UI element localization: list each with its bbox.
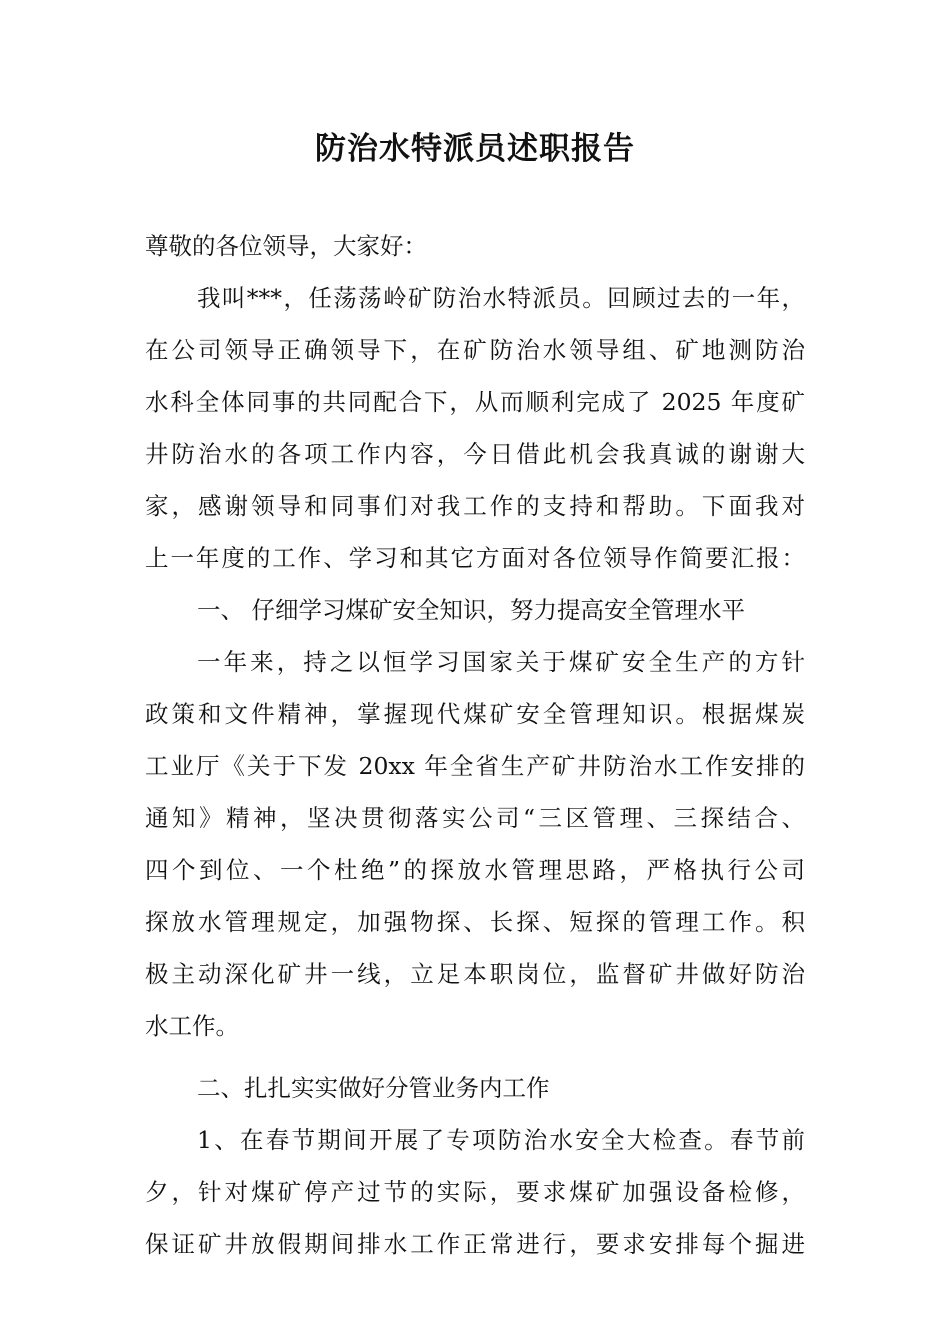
paragraph-line: 水工作。 xyxy=(145,1012,239,1040)
paragraph-line: 井防治水的各项工作内容，今日借此机会我真诚的谢谢大 xyxy=(145,440,805,468)
paragraph-line: 一年来，持之以恒学习国家关于煤矿安全生产的方针 xyxy=(197,648,805,676)
paragraph-line: 政策和文件精神，掌握现代煤矿安全管理知识。根据煤炭 xyxy=(145,700,805,728)
paragraph-line: 上一年度的工作、学习和其它方面对各位领导作简要汇报： xyxy=(145,544,805,572)
paragraph-line: 工业厅《关于下发 20xx 年全省生产矿井防治水工作安排的 xyxy=(145,752,805,780)
section-heading: 二、扎扎实实做好分管业务内工作 xyxy=(197,1074,550,1102)
salutation-line: 尊敬的各位领导，大家好： xyxy=(145,232,427,260)
paragraph-line: 水科全体同事的共同配合下，从而顺利完成了 2025 年度矿 xyxy=(145,388,805,416)
paragraph-line: 夕，针对煤矿停产过节的实际，要求煤矿加强设备检修， xyxy=(145,1178,805,1206)
paragraph-line: 探放水管理规定，加强物探、长探、短探的管理工作。积 xyxy=(145,908,805,936)
section-heading: 一、 仔细学习煤矿安全知识，努力提高安全管理水平 xyxy=(197,596,745,624)
document-title: 防治水特派员述职报告 xyxy=(315,131,635,167)
paragraph-line: 极主动深化矿井一线，立足本职岗位，监督矿井做好防治 xyxy=(145,960,805,988)
paragraph-line: 通知》精神，坚决贯彻落实公司“三区管理、三探结合、 xyxy=(145,804,805,832)
paragraph-line: 保证矿井放假期间排水工作正常进行，要求安排每个掘进 xyxy=(145,1230,805,1258)
paragraph-line: 四个到位、一个杜绝”的探放水管理思路，严格执行公司 xyxy=(145,856,805,884)
paragraph-line: 家，感谢领导和同事们对我工作的支持和帮助。下面我对 xyxy=(145,492,805,520)
paragraph-line: 1、在春节期间开展了专项防治水安全大检查。春节前 xyxy=(197,1126,805,1154)
paragraph-line: 我叫***，任荡荡岭矿防治水特派员。回顾过去的一年， xyxy=(197,284,805,312)
paragraph-line: 在公司领导正确领导下，在矿防治水领导组、矿地测防治 xyxy=(145,336,805,364)
document-body xyxy=(145,220,805,1270)
